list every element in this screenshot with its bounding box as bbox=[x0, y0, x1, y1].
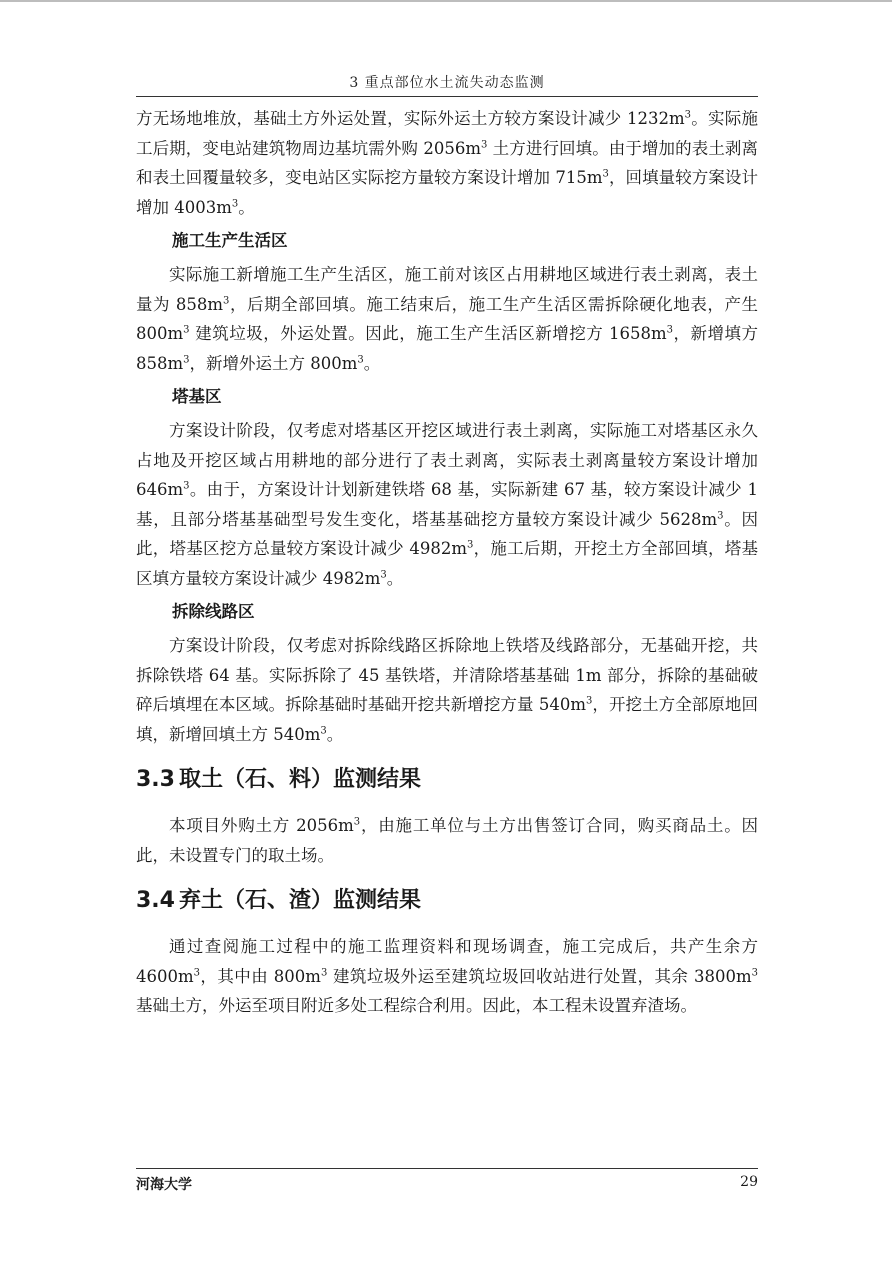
subheading-construction-area: 施工生产生活区 bbox=[172, 231, 288, 250]
paragraph-tower-base-area: 方案设计阶段，仅考虑对塔基区开挖区域进行表土剥离，实际施工对塔基区永久占地及开挖区域占用耕地的部分进行了表土剥离，实际表土剥离量较方案设计增加 $646m^3$。由于，方案设计计划新建铁塔 68 基，实际新建 67 基，较方案设计减少 1 基，且部分塔基基础型号发生变化，塔基基础挖方量较方案设计减少 $5628m^3$。因此，塔基区挖方总量较方案设计减少 $4982m^3$，施工后期，开挖土方全部回填，塔基区填方量较方案设计减少 $4982m^3$。 bbox=[136, 421, 758, 588]
footer-institution: 河海大学 bbox=[136, 1177, 192, 1193]
paragraph-section-3-3: 本项目外购土方 $2056m^3$，由施工单位与土方出售签订合同，购买商品土。因此，未设置专门的取土场。 bbox=[136, 816, 758, 865]
paragraph-construction-area: 实际施工新增施工生产生活区，施工前对该区占用耕地区域进行表土剥离，表土量为 $858m^3$，后期全部回填。施工结束后，施工生产生活区需拆除硬化地表，产生 $800m^3$ 建筑垃圾，外运处置。因此，施工生产生活区新增挖方 $1658m^3$，新增填方 $858m^3$，新增外运土方 $800m^3$。 bbox=[136, 265, 759, 373]
paragraph-section-3-4: 通过查阅施工过程中的施工监理资料和现场调查，施工完成后，共产生余方 $4600m^3$，其中由 $800m^3$ 建筑垃圾外运至建筑垃圾回收站进行处置，其余 $3800m^3$ 基础土方，外运至项目附近多处工程综合利用。因此，本工程未设置弃渣场。 bbox=[136, 937, 758, 1015]
page-number: 29 bbox=[740, 1174, 758, 1190]
header-rule bbox=[136, 96, 758, 97]
subheading-dismantled-line-area: 拆除线路区 bbox=[172, 602, 255, 621]
body-text bbox=[136, 104, 758, 1021]
section-heading-3-4: 3.4 弃土（石、渣）监测结果 bbox=[136, 888, 421, 913]
footer-rule bbox=[136, 1168, 758, 1169]
paragraph-dismantled-line-area: 方案设计阶段，仅考虑对拆除线路区拆除地上铁塔及线路部分，无基础开挖，共拆除铁塔 64 基。实际拆除了 45 基铁塔，并清除塔基基础 1m 部分，拆除的基础破碎后填埋在本区域。拆除基础时基础开挖共新增挖方量 $540m^3$，开挖土方全部原地回填，新增回填土方 $540m^3$。 bbox=[136, 636, 758, 744]
running-header: 3 重点部位水土流失动态监测 bbox=[349, 75, 545, 91]
subheading-tower-base-area: 塔基区 bbox=[172, 387, 222, 406]
section-heading-3-3: 3.3 取土（石、料）监测结果 bbox=[136, 767, 421, 792]
top-border bbox=[0, 0, 892, 2]
intro-paragraph: 方无场地堆放，基础土方外运处置，实际外运土方较方案设计减少 $1232m^3$。实际施工后期，变电站建筑物周边基坑需外购 $2056m^3$ 土方进行回填。由于增加的表土剥离和表土回覆量较多，变电站区实际挖方量较方案设计增加 $715m^3$，回填量较方案设计增加 $4003m^3$。 bbox=[136, 109, 758, 217]
